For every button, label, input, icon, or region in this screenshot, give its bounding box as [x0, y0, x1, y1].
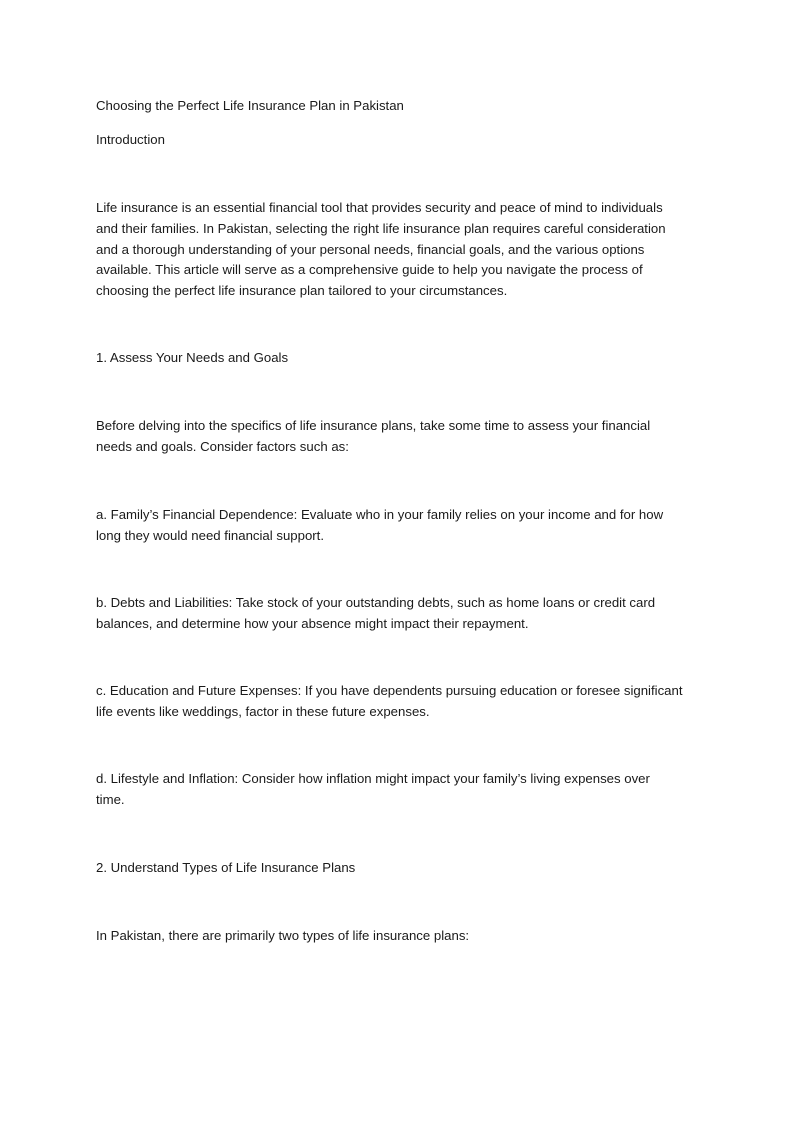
section1-intro-paragraph — [96, 416, 706, 458]
text-line: long they would need financial support. — [96, 527, 325, 543]
intro-paragraph — [96, 198, 706, 302]
introduction-heading-text: Introduction — [96, 132, 165, 147]
introduction-heading — [96, 130, 706, 151]
text-line: a. Family’s Financial Dependence: Evaluate who in your family relies on your income and for how — [96, 507, 664, 522]
section1-item-a — [96, 505, 706, 547]
text-line: Before delving into the specifics of life insurance plans, take some time to assess your financial — [96, 418, 651, 433]
text-line: and their families. In Pakistan, selecting the right life insurance plan requires careful consideration — [96, 220, 666, 236]
text-line: needs and goals. Consider factors such as: — [96, 438, 349, 454]
text-line: life events like weddings, factor in these future expenses. — [96, 703, 430, 719]
text-line: d. Lifestyle and Inflation: Consider how inflation might impact your family’s living expenses over — [96, 771, 650, 786]
text-line: Life insurance is an essential financial tool that provides security and peace of mind to individuals — [96, 200, 663, 215]
section1-item-c — [96, 681, 706, 723]
text-line: and a thorough understanding of your personal needs, financial goals, and the various options — [96, 241, 645, 257]
text-line: In Pakistan, there are primarily two types of life insurance plans: — [96, 928, 470, 943]
text-line: c. Education and Future Expenses: If you have dependents pursuing education or foresee significant — [96, 683, 683, 698]
section2-heading-text: 2. Understand Types of Life Insurance Plans — [96, 860, 356, 875]
text-line: b. Debts and Liabilities: Take stock of your outstanding debts, such as home loans or credit card — [96, 595, 656, 610]
section1-item-d — [96, 769, 706, 811]
document-title-text: Choosing the Perfect Life Insurance Plan in Pakistan — [96, 98, 404, 113]
text-line: choosing the perfect life insurance plan tailored to your circumstances. — [96, 283, 508, 299]
text-line: balances, and determine how your absence might impact their repayment. — [96, 615, 529, 631]
text-line: available. This article will serve as a comprehensive guide to help you navigate the process of — [96, 262, 643, 278]
section2-heading — [96, 858, 706, 879]
section1-item-b — [96, 593, 706, 635]
section1-heading — [96, 348, 706, 369]
section1-heading-text: 1. Assess Your Needs and Goals — [96, 350, 289, 365]
section2-intro-paragraph — [96, 926, 706, 947]
document-title — [96, 96, 706, 117]
text-line: time. — [96, 791, 125, 807]
